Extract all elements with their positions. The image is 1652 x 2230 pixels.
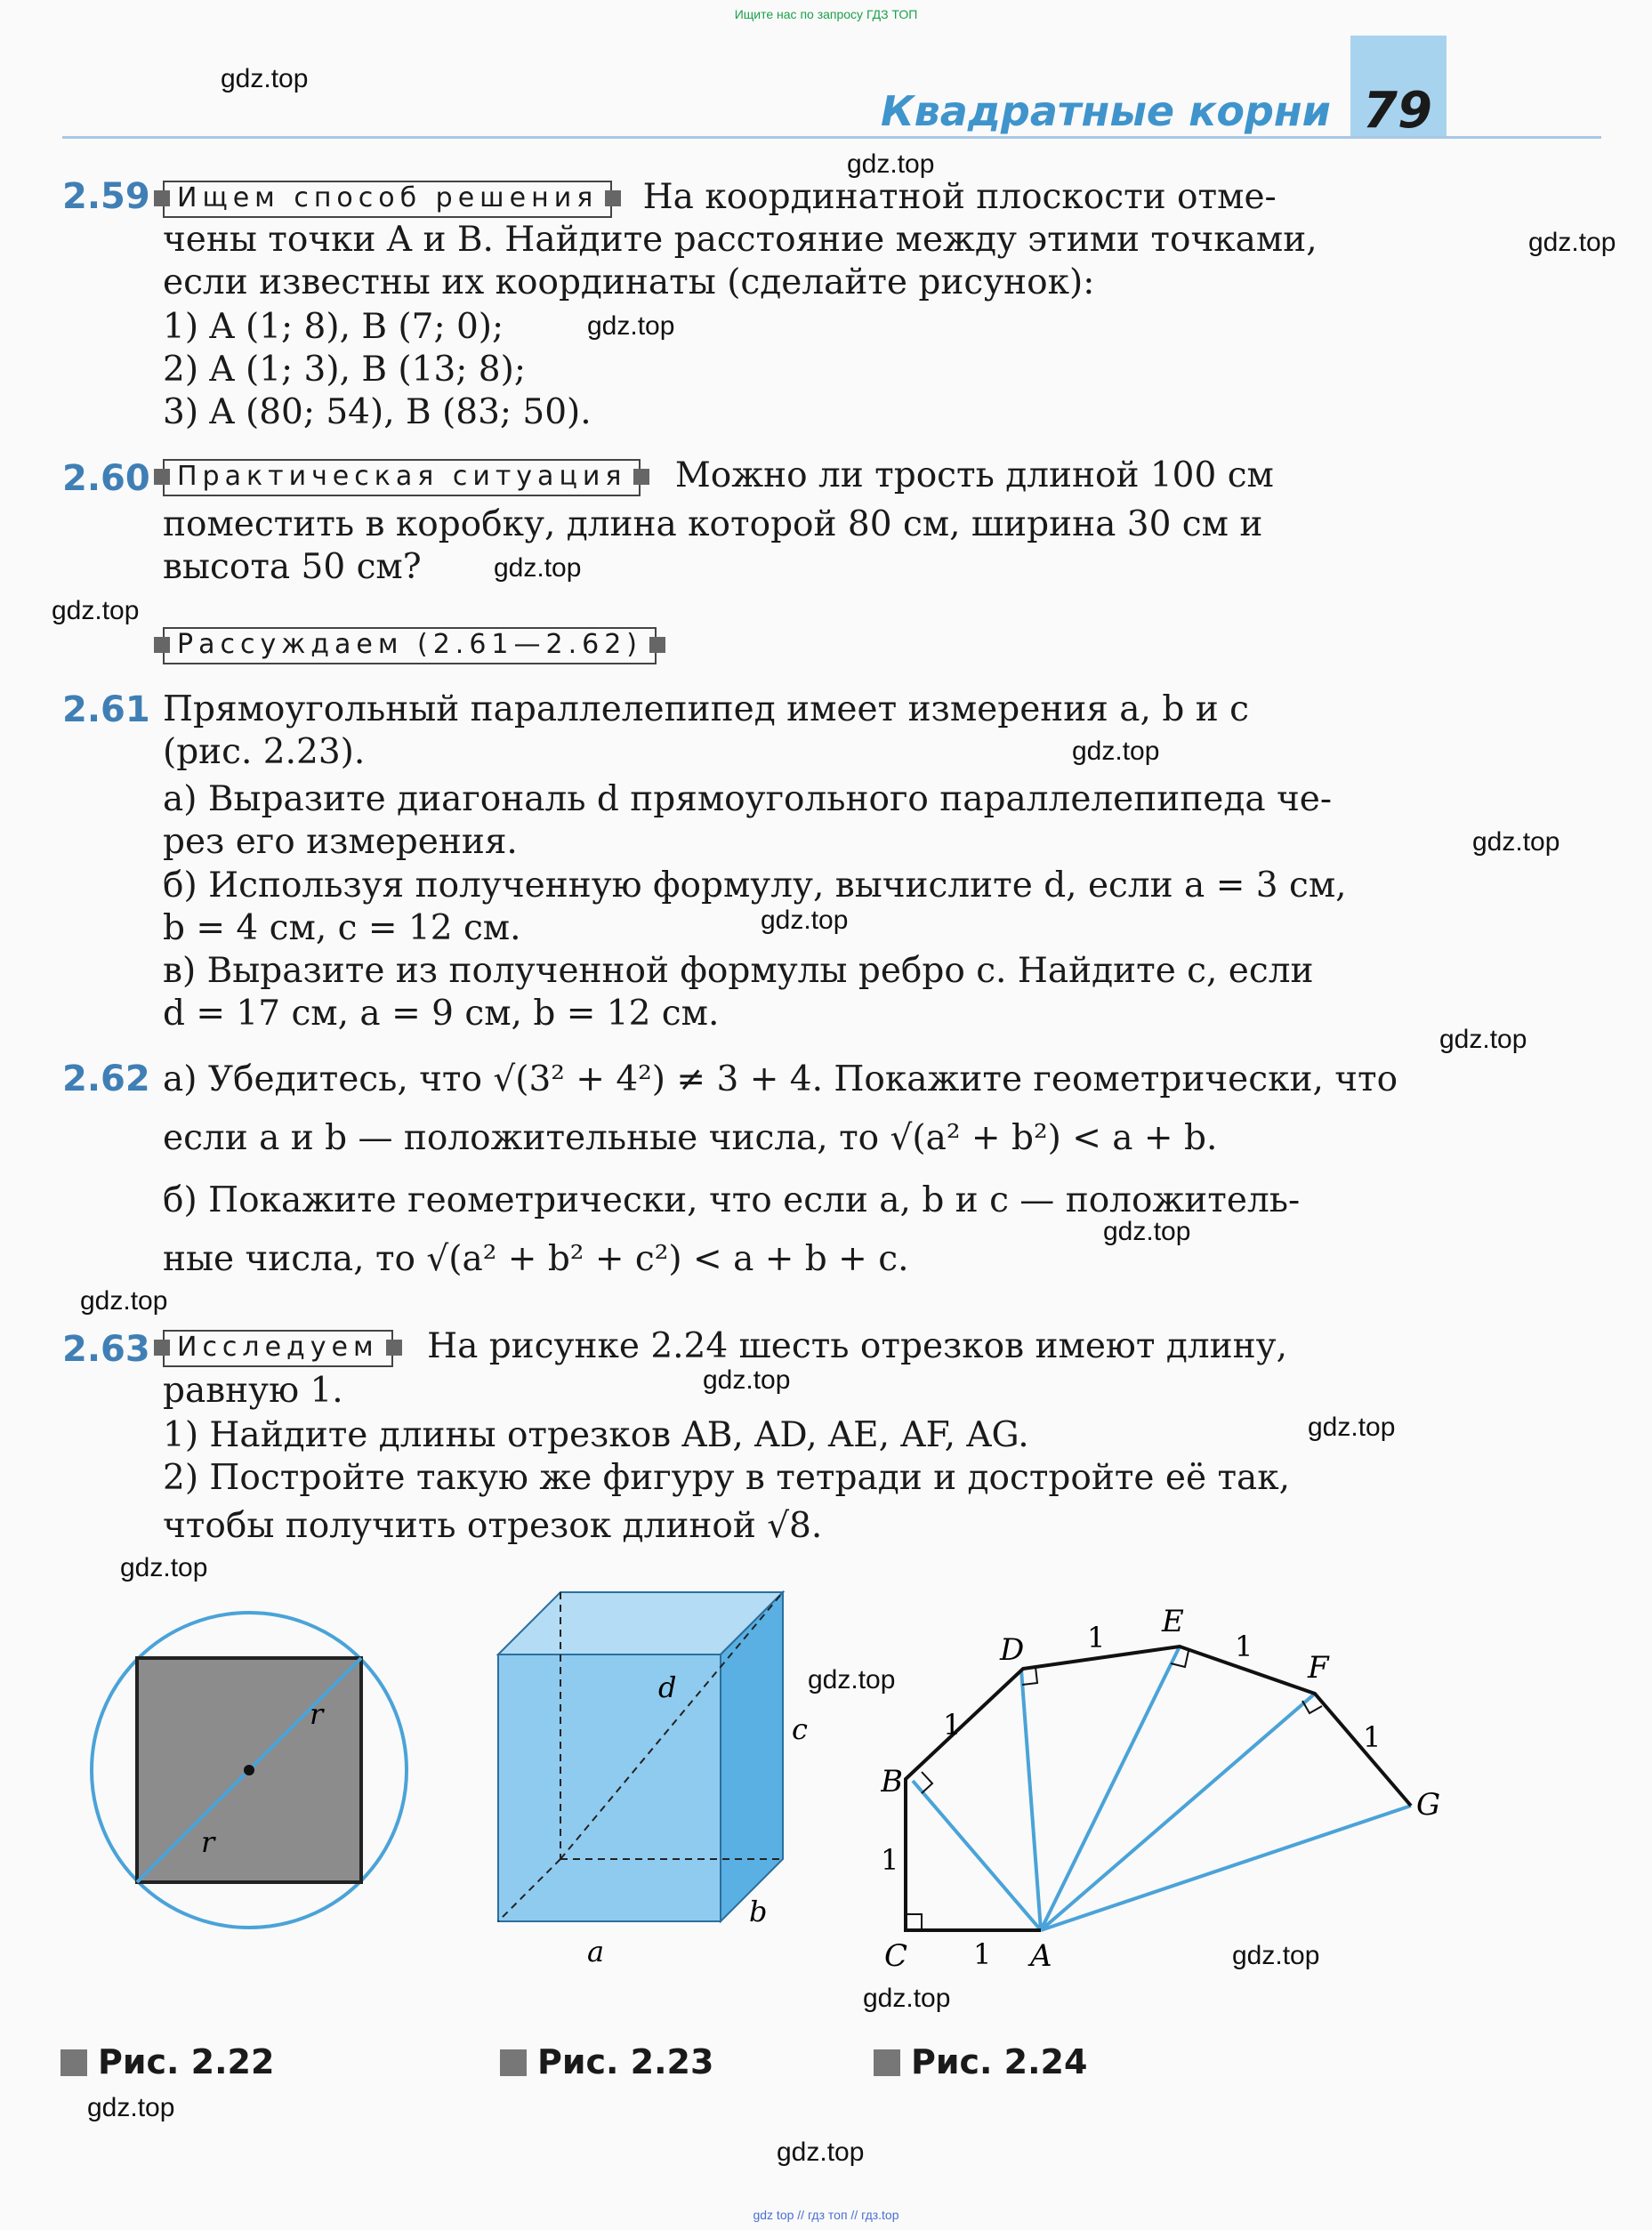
watermark: gdz.top xyxy=(1072,737,1160,766)
problem-text: ные числа, то √(a² + b² + c²) < a + b + c. xyxy=(163,1239,909,1279)
point-label-A: A xyxy=(1030,1938,1052,1974)
unit-length-label: 1 xyxy=(943,1708,962,1742)
watermark: gdz.top xyxy=(120,1553,208,1582)
edge-label-c: c xyxy=(792,1712,808,1746)
problem-tag: Ищем способ решения xyxy=(163,181,612,218)
problem-text: (рис. 2.23). xyxy=(163,732,366,772)
problem-text: 1) A (1; 8), B (7; 0); xyxy=(163,307,504,347)
point-label-D: D xyxy=(1000,1632,1025,1668)
watermark: gdz.top xyxy=(221,64,309,93)
watermark: gdz.top xyxy=(1103,1217,1191,1246)
figure-caption xyxy=(874,2042,1087,2081)
problem-text: 2) A (1; 3), B (13; 8); xyxy=(163,350,526,390)
problem-text: если известны их координаты (сделайте рисунок): xyxy=(163,262,1095,302)
box-front-face xyxy=(498,1654,721,1921)
page-number: 79 xyxy=(1363,82,1432,140)
problem-text: На рисунке 2.24 шесть отрезков имеют длину, xyxy=(427,1326,1287,1366)
edge-label-b: b xyxy=(749,1895,768,1928)
problem-text: Прямоугольный параллелепипед имеет измерения a, b и c xyxy=(163,689,1249,729)
problem-text: равную 1. xyxy=(163,1371,343,1411)
point-label-E: E xyxy=(1162,1604,1184,1639)
watermark: gdz.top xyxy=(1232,1941,1320,1970)
watermark: gdz.top xyxy=(761,906,849,935)
problem-line xyxy=(163,455,1274,497)
problem-text: поместить в коробку, длина которой 80 см, ширина 30 см и xyxy=(163,504,1263,544)
radius-label: r xyxy=(201,1825,215,1859)
figure-caption-text: Рис. 2.23 xyxy=(537,2042,714,2081)
watermark: gdz.top xyxy=(1528,228,1616,257)
problem-text: b = 4 см, c = 12 см. xyxy=(163,908,521,948)
figure-2-23 xyxy=(463,1583,872,1984)
point-label-C: C xyxy=(884,1938,908,1974)
problem-text: 2) Постройте такую же фигуру в тетради и достройте её так, xyxy=(163,1458,1291,1498)
problem-line xyxy=(163,1325,1287,1368)
problem-number: 2.63 xyxy=(62,1329,150,1370)
problem-number: 2.59 xyxy=(62,176,150,217)
edge-label-a: a xyxy=(587,1935,605,1968)
problem-text: рез его измерения. xyxy=(163,822,518,862)
problem-text: d = 17 см, a = 9 см, b = 12 см. xyxy=(163,994,720,1034)
segment-AG xyxy=(1041,1806,1411,1930)
watermark: gdz.top xyxy=(863,1984,951,2013)
watermark: gdz.top xyxy=(808,1665,896,1695)
diagonal-label-d: d xyxy=(658,1670,677,1704)
watermark: gdz.top xyxy=(1439,1025,1527,1054)
segment-AB xyxy=(913,1781,1041,1930)
unit-length-label: 1 xyxy=(1235,1630,1253,1663)
radius-label: r xyxy=(310,1697,324,1731)
watermark: gdz.top xyxy=(777,2137,865,2167)
watermark: gdz.top xyxy=(1472,827,1560,857)
problem-tag: Практическая ситуация xyxy=(163,459,641,496)
watermark: gdz.top xyxy=(847,149,935,179)
unit-length-label: 1 xyxy=(973,1937,992,1971)
figure-caption xyxy=(60,2042,274,2081)
watermark: gdz.top xyxy=(1308,1413,1396,1442)
problem-text: а) Выразите диагональ d прямоугольного параллелепипеда че- xyxy=(163,779,1333,819)
problem-text: 1) Найдите длины отрезков AB, AD, AE, AF, AG. xyxy=(163,1415,1029,1455)
segment-AD xyxy=(1021,1670,1041,1930)
watermark: gdz.top xyxy=(87,2093,175,2122)
figure-caption xyxy=(500,2042,713,2081)
problem-text: а) Убедитесь, что √(3² + 4²) ≠ 3 + 4. Покажите геометрически, что xyxy=(163,1059,1398,1099)
problem-text: Можно ли трость длиной 100 см xyxy=(674,455,1274,495)
figure-caption-text: Рис. 2.22 xyxy=(98,2042,275,2081)
problem-text: если a и b — положительные числа, то √(a² + b²) < a + b. xyxy=(163,1118,1218,1158)
problem-tag: Исследуем xyxy=(163,1330,393,1367)
watermark: gdz.top xyxy=(52,596,140,625)
segment-AE xyxy=(1041,1646,1180,1930)
bottom-note: gdz top // гдз топ // гдз.top xyxy=(753,2208,899,2222)
point-label-G: G xyxy=(1416,1787,1441,1823)
problem-number: 2.60 xyxy=(62,458,150,499)
problem-text: На координатной плоскости отме- xyxy=(642,177,1277,217)
problem-text: чтобы получить отрезок длиной √8. xyxy=(163,1506,823,1546)
reasoning-tag: Рассуждаем (2.61—2.62) xyxy=(163,627,657,664)
problem-number: 2.61 xyxy=(62,689,150,730)
unit-length-label: 1 xyxy=(1087,1621,1106,1654)
problem-text: высота 50 см? xyxy=(163,547,422,587)
figure-2-22 xyxy=(53,1592,409,1948)
right-angle-mark xyxy=(906,1914,922,1930)
problem-text: 3) A (80; 54), B (83; 50). xyxy=(163,392,592,432)
figure-caption-text: Рис. 2.24 xyxy=(911,2042,1088,2081)
segment-AF xyxy=(1041,1694,1315,1930)
point-label-F: F xyxy=(1308,1650,1329,1686)
watermark: gdz.top xyxy=(494,553,582,583)
unit-length-label: 1 xyxy=(1363,1720,1382,1754)
watermark: gdz.top xyxy=(587,311,675,341)
problem-text: б) Используя полученную формулу, вычислите d, если a = 3 см, xyxy=(163,865,1347,906)
section-title: Квадратные корни xyxy=(881,87,1331,135)
problem-line xyxy=(163,176,1277,219)
section-tag-line xyxy=(163,623,657,665)
problem-text: чены точки A и B. Найдите расстояние между этими точками, xyxy=(163,220,1318,260)
problem-text: в) Выразите из полученной формулы ребро c. Найдите c, если xyxy=(163,951,1314,991)
point-label-B: B xyxy=(881,1764,903,1799)
circle-center xyxy=(244,1765,254,1775)
unit-length-label: 1 xyxy=(881,1843,899,1877)
top-note: Ищите нас по запросу ГДЗ ТОП xyxy=(734,7,918,21)
watermark: gdz.top xyxy=(703,1365,791,1395)
watermark: gdz.top xyxy=(80,1286,168,1316)
problem-number: 2.62 xyxy=(62,1059,150,1099)
right-angle-mark xyxy=(922,1772,932,1793)
figure-2-24 xyxy=(881,1601,1468,1975)
problem-text: б) Покажите геометрически, что если a, b и c — положитель- xyxy=(163,1180,1301,1220)
